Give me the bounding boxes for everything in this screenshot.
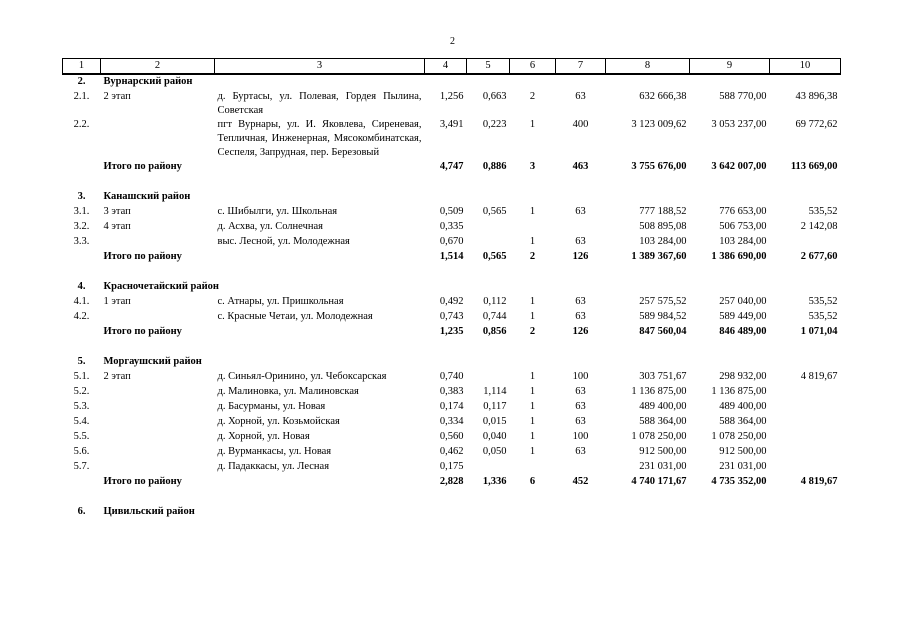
value-cell-c4: 3,491 — [439, 119, 464, 130]
value-cell-c5: 0,223 — [482, 119, 507, 130]
total-label: Итого по району — [103, 476, 182, 487]
value-cell-c6: 1 — [529, 236, 536, 247]
value-cell-c4: 1,256 — [439, 91, 464, 102]
value-cell-c8: 303 751,67 — [639, 371, 687, 382]
total-label: Итого по району — [103, 161, 182, 172]
value-cell-c6 — [510, 460, 556, 475]
value-cell-c8: 3 123 009,62 — [631, 119, 687, 130]
value-cell-c7: 100 — [572, 371, 589, 382]
total-value-c10: 113 669,00 — [790, 161, 838, 172]
objects-table — [62, 58, 841, 520]
value-cell-c4: 0,462 — [439, 446, 464, 457]
value-cell-c10: 43 896,38 — [795, 91, 838, 102]
total-value-c7: 463 — [572, 161, 589, 172]
stage-cell — [101, 118, 215, 160]
value-cell-c10: 535,52 — [808, 311, 838, 322]
column-header-row — [63, 59, 841, 75]
value-cell-c5 — [467, 235, 510, 250]
column-header: 3 — [215, 59, 425, 75]
value-cell-c8: 1 136 875,00 — [631, 386, 687, 397]
value-cell-c5: 0,112 — [483, 296, 507, 307]
district-header-row — [63, 355, 841, 370]
table-row — [63, 310, 841, 325]
value-cell-c4: 0,334 — [439, 416, 464, 427]
column-header: 6 — [510, 59, 556, 75]
total-value-c4: 1,235 — [439, 326, 464, 337]
column-header: 8 — [606, 59, 690, 75]
value-cell-c8: 589 984,52 — [639, 311, 687, 322]
value-cell-c7: 63 — [575, 401, 586, 412]
value-cell-c9: 588 364,00 — [719, 416, 767, 427]
table-row — [63, 460, 841, 475]
row-number: 3.1. — [73, 206, 90, 217]
value-cell-c4: 0,175 — [439, 461, 464, 472]
value-cell-c6: 1 — [529, 296, 536, 307]
stage-cell: 2 этап — [103, 91, 131, 102]
value-cell-c4: 0,492 — [439, 296, 464, 307]
value-cell-c6: 1 — [529, 431, 536, 442]
stage-cell — [101, 415, 215, 430]
total-value-c8: 4 740 171,67 — [631, 476, 687, 487]
address-cell: д. Буртасы, ул. Полевая, Гордея Пылина, Советская — [217, 91, 422, 116]
spacer-row — [63, 175, 841, 190]
address-cell: д. Падаккасы, ул. Лесная — [217, 461, 330, 472]
district-name: Цивильский район — [103, 506, 195, 517]
column-header: 1 — [63, 59, 101, 75]
row-number: 2.1. — [73, 91, 90, 102]
district-name: Красночетайский район — [103, 281, 219, 292]
table-row — [63, 415, 841, 430]
empty-cell — [63, 475, 101, 490]
total-value-c9: 3 642 007,00 — [711, 161, 767, 172]
district-number: 6. — [77, 506, 86, 517]
address-cell: д. Басурманы, ул. Новая — [217, 401, 326, 412]
column-header: 2 — [101, 59, 215, 75]
value-cell-c8: 632 666,38 — [639, 91, 687, 102]
stage-cell: 4 этап — [103, 221, 131, 232]
value-cell-c10 — [770, 235, 841, 250]
district-header-row — [63, 280, 841, 295]
total-value-c5: 0,886 — [482, 161, 507, 172]
empty-cell — [63, 160, 101, 175]
value-cell-c6: 1 — [529, 401, 536, 412]
district-name: Канашский район — [103, 191, 191, 202]
table-row — [63, 205, 841, 220]
district-header-row — [63, 505, 841, 520]
value-cell-c7: 63 — [575, 311, 586, 322]
value-cell-c7: 63 — [575, 386, 586, 397]
row-number: 5.7. — [73, 461, 90, 472]
stage-cell — [101, 460, 215, 475]
district-name: Вурнарский район — [103, 76, 193, 87]
value-cell-c9: 489 400,00 — [719, 401, 767, 412]
total-value-c8: 847 560,04 — [639, 326, 687, 337]
table-row — [63, 370, 841, 385]
stage-cell — [101, 385, 215, 400]
value-cell-c6: 1 — [529, 386, 536, 397]
value-cell-c8: 257 575,52 — [639, 296, 687, 307]
value-cell-c4: 0,670 — [439, 236, 464, 247]
address-cell: д. Хорной, ул. Новая — [217, 431, 310, 442]
address-cell: с. Атнары, ул. Пришкольная — [217, 296, 344, 307]
value-cell-c5: 0,050 — [482, 446, 507, 457]
table-row — [63, 445, 841, 460]
table-row — [63, 430, 841, 445]
row-number: 3.3. — [73, 236, 90, 247]
empty-cell — [63, 250, 101, 265]
district-number: 5. — [77, 356, 86, 367]
total-value-c7: 452 — [572, 476, 589, 487]
spacer-cell — [63, 340, 841, 355]
total-value-c9: 1 386 690,00 — [711, 251, 767, 262]
value-cell-c10: 535,52 — [808, 296, 838, 307]
stage-cell: 3 этап — [103, 206, 131, 217]
address-cell: пгт Вурнары, ул. И. Яковлева, Сиреневая, Тепличная, Инженерная, Мясокомбинатская, Сеспеля, Запрудная, пер. Березовый — [217, 119, 422, 158]
table-row — [63, 220, 841, 235]
empty-cell — [63, 325, 101, 340]
value-cell-c7: 400 — [572, 119, 589, 130]
value-cell-c7 — [556, 220, 606, 235]
row-number: 5.5. — [73, 431, 90, 442]
row-number: 4.1. — [73, 296, 90, 307]
value-cell-c4: 0,509 — [439, 206, 464, 217]
value-cell-c6: 1 — [529, 416, 536, 427]
total-value-c6: 2 — [529, 251, 536, 262]
total-label: Итого по району — [103, 326, 182, 337]
table-body — [63, 74, 841, 520]
value-cell-c10: 69 772,62 — [795, 119, 838, 130]
value-cell-c8: 231 031,00 — [639, 461, 687, 472]
value-cell-c8: 103 284,00 — [639, 236, 687, 247]
value-cell-c7 — [556, 460, 606, 475]
value-cell-c6: 1 — [529, 371, 536, 382]
total-value-c5: 1,336 — [482, 476, 507, 487]
district-total-row — [63, 250, 841, 265]
address-cell: д. Асхва, ул. Солнечная — [217, 221, 323, 232]
value-cell-c8: 777 188,52 — [639, 206, 687, 217]
page-number: 2 — [450, 36, 455, 47]
total-value-c5: 0,565 — [482, 251, 507, 262]
row-number: 3.2. — [73, 221, 90, 232]
value-cell-c10: 2 142,08 — [800, 221, 838, 232]
value-cell-c9: 776 653,00 — [719, 206, 767, 217]
district-number: 2. — [77, 76, 86, 87]
value-cell-c9: 912 500,00 — [719, 446, 767, 457]
total-value-c4: 1,514 — [439, 251, 464, 262]
district-header-row — [63, 74, 841, 90]
value-cell-c10 — [770, 400, 841, 415]
value-cell-c10: 4 819,67 — [800, 371, 838, 382]
spacer-row — [63, 490, 841, 505]
table-row — [63, 118, 841, 160]
address-cell: с. Шибылги, ул. Школьная — [217, 206, 338, 217]
row-number: 4.2. — [73, 311, 90, 322]
table-row — [63, 235, 841, 250]
address-cell: д. Хорной, ул. Козьмойская — [217, 416, 340, 427]
stage-cell — [101, 430, 215, 445]
table-row — [63, 385, 841, 400]
stage-cell — [101, 400, 215, 415]
spacer-cell — [63, 265, 841, 280]
total-value-c8: 1 389 367,60 — [631, 251, 687, 262]
value-cell-c9: 298 932,00 — [719, 371, 767, 382]
total-label: Итого по району — [103, 251, 182, 262]
value-cell-c6: 1 — [529, 311, 536, 322]
value-cell-c7: 63 — [575, 91, 586, 102]
total-value-c7: 126 — [572, 326, 589, 337]
table-row — [63, 90, 841, 118]
address-cell: д. Синьял-Оринино, ул. Чебоксарская — [217, 371, 387, 382]
value-cell-c5: 0,565 — [482, 206, 507, 217]
district-header-row — [63, 190, 841, 205]
value-cell-c10 — [770, 430, 841, 445]
row-number: 5.6. — [73, 446, 90, 457]
total-value-c10: 4 819,67 — [800, 476, 838, 487]
value-cell-c4: 0,743 — [439, 311, 464, 322]
row-number: 2.2. — [73, 119, 90, 130]
value-cell-c6: 1 — [529, 119, 536, 130]
spacer-row — [63, 265, 841, 280]
value-cell-c4: 0,740 — [439, 371, 464, 382]
stage-cell: 2 этап — [103, 371, 131, 382]
district-total-row — [63, 475, 841, 490]
value-cell-c8: 912 500,00 — [639, 446, 687, 457]
stage-cell — [101, 235, 215, 250]
total-value-c7: 126 — [572, 251, 589, 262]
value-cell-c9: 1 136 875,00 — [711, 386, 767, 397]
address-cell: выс. Лесной, ул. Молодежная — [217, 236, 350, 247]
value-cell-c7: 100 — [572, 431, 589, 442]
value-cell-c9: 588 770,00 — [719, 91, 767, 102]
total-value-c10: 1 071,04 — [800, 326, 838, 337]
column-header: 4 — [425, 59, 467, 75]
district-number: 4. — [77, 281, 86, 292]
district-total-row — [63, 325, 841, 340]
value-cell-c5: 0,015 — [482, 416, 507, 427]
total-value-c4: 4,747 — [439, 161, 464, 172]
value-cell-c4: 0,560 — [439, 431, 464, 442]
value-cell-c7: 63 — [575, 446, 586, 457]
row-number: 5.4. — [73, 416, 90, 427]
total-value-c10: 2 677,60 — [800, 251, 838, 262]
value-cell-c10 — [770, 445, 841, 460]
value-cell-c7: 63 — [575, 416, 586, 427]
value-cell-c4: 0,383 — [439, 386, 464, 397]
total-value-c5: 0,856 — [482, 326, 507, 337]
row-number: 5.1. — [73, 371, 90, 382]
value-cell-c9: 1 078 250,00 — [711, 431, 767, 442]
value-cell-c5: 0,117 — [483, 401, 507, 412]
value-cell-c8: 588 364,00 — [639, 416, 687, 427]
spacer-row — [63, 340, 841, 355]
district-total-row — [63, 160, 841, 175]
table-row — [63, 295, 841, 310]
value-cell-c5 — [467, 460, 510, 475]
value-cell-c7: 63 — [575, 296, 586, 307]
address-cell: д. Вурманкасы, ул. Новая — [217, 446, 332, 457]
value-cell-c6: 1 — [529, 446, 536, 457]
value-cell-c6: 2 — [529, 91, 536, 102]
total-value-c6: 2 — [529, 326, 536, 337]
value-cell-c6 — [510, 220, 556, 235]
value-cell-c5: 1,114 — [483, 386, 507, 397]
stage-cell: 1 этап — [103, 296, 131, 307]
value-cell-c6: 1 — [529, 206, 536, 217]
value-cell-c8: 489 400,00 — [639, 401, 687, 412]
value-cell-c5 — [467, 370, 510, 385]
value-cell-c10 — [770, 385, 841, 400]
value-cell-c7: 63 — [575, 236, 586, 247]
total-value-c8: 3 755 676,00 — [631, 161, 687, 172]
value-cell-c4: 0,335 — [439, 221, 464, 232]
spacer-cell — [63, 490, 841, 505]
spacer-cell — [63, 175, 841, 190]
value-cell-c9: 257 040,00 — [719, 296, 767, 307]
row-number: 5.2. — [73, 386, 90, 397]
value-cell-c10 — [770, 415, 841, 430]
total-value-c6: 3 — [529, 161, 536, 172]
column-header: 7 — [556, 59, 606, 75]
value-cell-c5: 0,663 — [482, 91, 507, 102]
value-cell-c10 — [770, 460, 841, 475]
table-row — [63, 400, 841, 415]
column-header: 9 — [690, 59, 770, 75]
value-cell-c9: 506 753,00 — [719, 221, 767, 232]
value-cell-c10: 535,52 — [808, 206, 838, 217]
column-header: 10 — [770, 59, 841, 75]
value-cell-c4: 0,174 — [439, 401, 464, 412]
total-value-c9: 4 735 352,00 — [711, 476, 767, 487]
value-cell-c8: 1 078 250,00 — [631, 431, 687, 442]
total-value-c6: 6 — [529, 476, 536, 487]
value-cell-c5: 0,744 — [482, 311, 507, 322]
row-number: 5.3. — [73, 401, 90, 412]
value-cell-c9: 231 031,00 — [719, 461, 767, 472]
value-cell-c5: 0,040 — [482, 431, 507, 442]
column-header: 5 — [467, 59, 510, 75]
district-name: Моргаушский район — [103, 356, 202, 367]
stage-cell — [101, 445, 215, 460]
value-cell-c7: 63 — [575, 206, 586, 217]
value-cell-c9: 3 053 237,00 — [711, 119, 767, 130]
district-number: 3. — [77, 191, 86, 202]
address-cell: с. Красные Четаи, ул. Молодежная — [217, 311, 373, 322]
stage-cell — [101, 310, 215, 325]
value-cell-c5 — [467, 220, 510, 235]
total-value-c9: 846 489,00 — [719, 326, 767, 337]
total-value-c4: 2,828 — [439, 476, 464, 487]
value-cell-c9: 589 449,00 — [719, 311, 767, 322]
value-cell-c9: 103 284,00 — [719, 236, 767, 247]
address-cell: д. Малиновка, ул. Малиновская — [217, 386, 359, 397]
value-cell-c8: 508 895,08 — [639, 221, 687, 232]
